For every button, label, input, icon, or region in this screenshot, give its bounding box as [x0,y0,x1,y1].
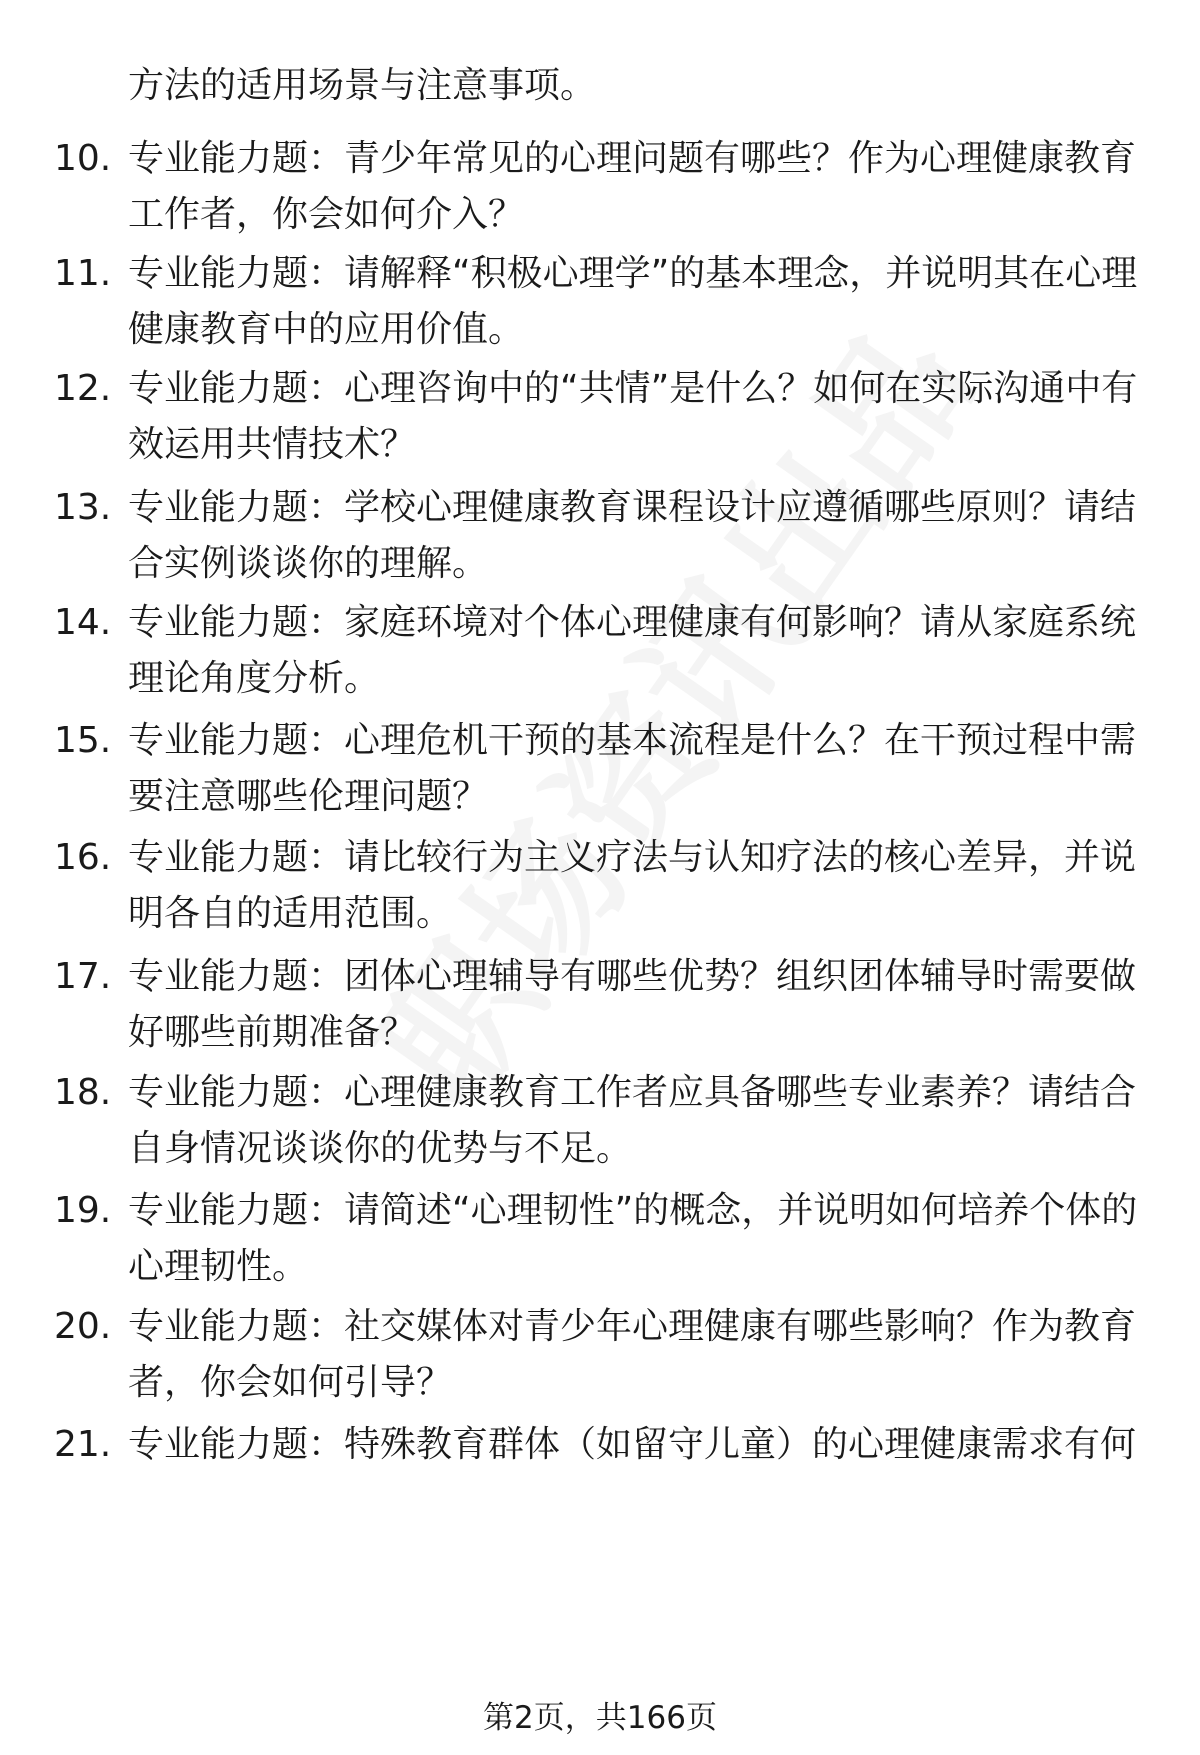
item-text: 专业能力题：特殊教育群体（如留守儿童）的心理健康需求有何 [128,1424,1137,1465]
item-number: 13. [54,487,112,528]
item-number: 14. [54,602,112,643]
item-number: 12. [54,368,112,409]
list-item [0,830,1200,942]
item-number: 15. [54,720,112,761]
list-item [0,361,1200,473]
list-item [0,1065,1200,1177]
list-item [0,595,1200,707]
item-number: 10. [54,138,112,179]
item-text: 专业能力题：学校心理健康教育课程设计应遵循哪些原则？请结合实例谈谈你的理解。 [128,487,1137,584]
list-item [0,131,1200,243]
list-item [0,246,1200,358]
item-text: 专业能力题：请解释“积极心理学”的基本理念，并说明其在心理健康教育中的应用价值。 [128,253,1138,350]
item-text: 专业能力题：心理咨询中的“共情”是什么？如何在实际沟通中有效运用共情技术？ [128,368,1138,465]
list-item [0,1299,1200,1411]
item-number: 21. [54,1424,112,1465]
item-number: 16. [54,837,112,878]
item-text: 专业能力题：团体心理辅导有哪些优势？组织团体辅导时需要做好哪些前期准备？ [128,956,1137,1053]
list-item [0,1417,1200,1477]
item-number: 19. [54,1190,112,1231]
item-number: 18. [54,1072,112,1113]
item-number: 11. [54,253,112,294]
list-item [0,713,1200,825]
item-number: 17. [54,956,112,997]
item-number: 20. [54,1306,112,1347]
item-text: 专业能力题：家庭环境对个体心理健康有何影响？请从家庭系统理论角度分析。 [128,602,1137,699]
item-text: 专业能力题：社交媒体对青少年心理健康有哪些影响？作为教育者，你会如何引导？ [128,1306,1137,1403]
item-text: 专业能力题：青少年常见的心理问题有哪些？作为心理健康教育工作者，你会如何介入？ [128,138,1137,235]
list-item [0,480,1200,592]
item-text: 专业能力题：请简述“心理韧性”的概念，并说明如何培养个体的心理韧性。 [128,1190,1138,1287]
item-text: 专业能力题：心理危机干预的基本流程是什么？在干预过程中需要注意哪些伦理问题？ [128,720,1137,817]
item-text: 专业能力题：请比较行为主义疗法与认知疗法的核心差异，并说明各自的适用范围。 [128,837,1137,934]
list-item [0,949,1200,1061]
item-text: 专业能力题：心理健康教育工作者应具备哪些专业素养？请结合自身情况谈谈你的优势与不足。 [128,1072,1137,1169]
continuation-text: 方法的适用场景与注意事项。 [128,65,597,106]
list-item [0,1183,1200,1295]
page-footer: 第2页，共166页 [483,1700,717,1736]
